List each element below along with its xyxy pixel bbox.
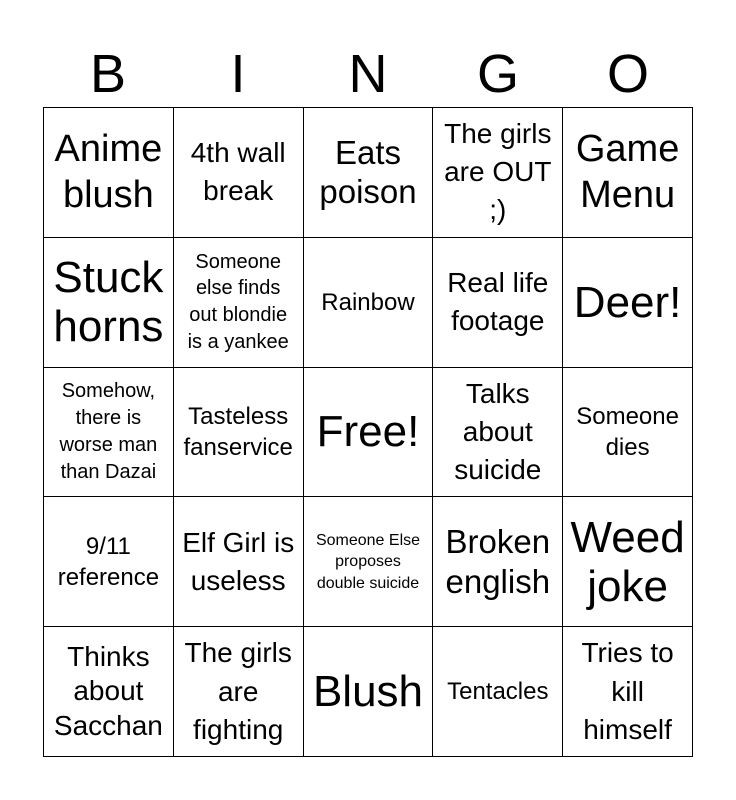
bingo-cell[interactable] — [44, 238, 174, 368]
bingo-cell[interactable] — [304, 368, 434, 498]
cell-text: Tentacles — [447, 678, 549, 705]
bingo-cell[interactable] — [433, 108, 563, 238]
bingo-cell[interactable] — [174, 497, 304, 627]
bingo-cell[interactable] — [433, 238, 563, 368]
bingo-cell[interactable] — [304, 108, 434, 238]
bingo-cell[interactable] — [44, 627, 174, 757]
bingo-cell[interactable] — [44, 497, 174, 627]
bingo-cell[interactable] — [563, 368, 693, 498]
cell-text: Thinks about Sacchan — [53, 640, 163, 741]
cell-text: 4th wall break — [190, 137, 286, 207]
bingo-cell[interactable] — [433, 497, 563, 627]
cell-text: Someone else finds out blondie is a yankee — [187, 250, 289, 353]
bingo-header — [43, 40, 693, 108]
bingo-cell[interactable] — [563, 108, 693, 238]
cell-text: Broken english — [445, 523, 551, 600]
header-letter-b: B — [89, 44, 127, 104]
bingo-cell[interactable] — [563, 497, 693, 627]
cell-text: Free! — [316, 407, 420, 457]
bingo-cell[interactable] — [174, 368, 304, 498]
header-letter-n: N — [348, 44, 388, 104]
cell-text: Talks about suicide — [454, 377, 542, 486]
header-letter-i: I — [230, 44, 246, 104]
bingo-cell[interactable] — [304, 627, 434, 757]
bingo-grid — [43, 107, 693, 757]
cell-text: Someone dies — [576, 402, 679, 461]
cell-text: The girls are OUT ;) — [444, 118, 552, 226]
cell-text: 9/11 reference — [57, 532, 160, 591]
cell-text: Tasteless fanservice — [183, 402, 293, 461]
bingo-cell[interactable] — [433, 368, 563, 498]
cell-text: Real life footage — [447, 267, 549, 337]
bingo-cell[interactable] — [174, 108, 304, 238]
bingo-cell[interactable] — [304, 497, 434, 627]
bingo-cell[interactable] — [563, 627, 693, 757]
cell-text: Blush — [312, 666, 424, 716]
cell-text: Weed joke — [570, 512, 685, 611]
cell-text: Deer! — [573, 277, 682, 327]
header-letter-o: O — [606, 44, 649, 104]
bingo-cell[interactable] — [44, 368, 174, 498]
cell-text: Anime blush — [54, 128, 163, 217]
bingo-cell[interactable] — [563, 238, 693, 368]
cell-text: Somehow, there is worse man than Dazai — [59, 380, 158, 483]
cell-text: The girls are fighting — [184, 637, 292, 745]
cell-text: Stuck horns — [53, 252, 164, 352]
bingo-cell[interactable] — [174, 627, 304, 757]
header-letter-g: G — [476, 44, 519, 104]
cell-text: Eats poison — [319, 133, 417, 211]
cell-text: Someone Else proposes double suicide — [315, 531, 421, 592]
cell-text: Tries to kill himself — [581, 637, 674, 745]
cell-text: Elf Girl is useless — [182, 526, 295, 596]
bingo-cell[interactable] — [433, 627, 563, 757]
bingo-cell[interactable] — [304, 238, 434, 368]
bingo-cell[interactable] — [44, 108, 174, 238]
cell-text: Rainbow — [321, 288, 415, 316]
bingo-cell[interactable] — [174, 238, 304, 368]
cell-text: Game Menu — [575, 128, 680, 217]
